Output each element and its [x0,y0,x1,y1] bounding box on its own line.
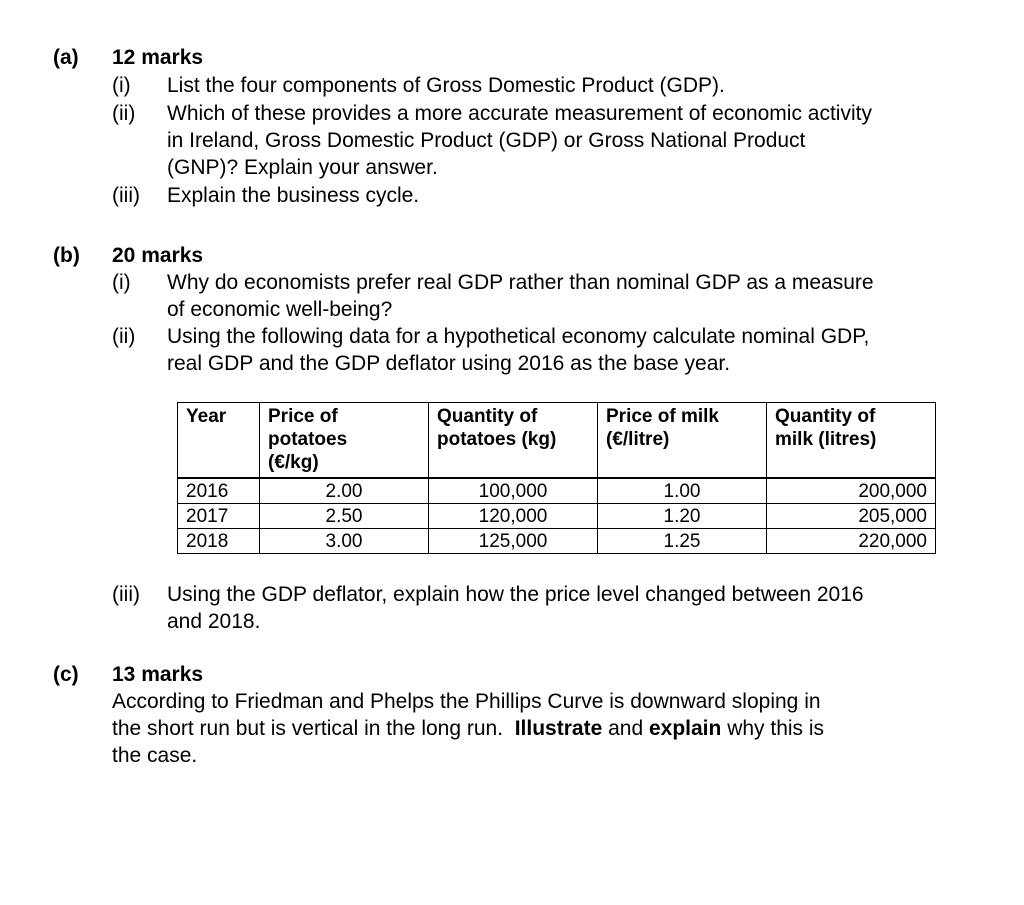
part-a-ii-line1: Which of these provides a more accurate measurement of economic activity [167,102,872,125]
part-c-line2-e: why this is [727,717,825,740]
part-c-and: and [608,717,644,740]
cell-quantity-potatoes: 100,000 [429,478,598,504]
part-b-i-line2: of economic well-being? [167,298,393,321]
part-a-ii-line3: (GNP)? Explain your answer. [167,156,438,179]
header-quantity-milk: Quantity of milk (litres) [767,403,936,479]
part-a-label: (a) [53,46,79,69]
table-row [178,504,936,529]
cell-quantity-milk: 220,000 [767,529,936,554]
header-year: Year [178,403,260,479]
part-a-iii-num: (iii) [112,184,140,207]
part-c-line2 [112,716,912,742]
part-b-ii-num: (ii) [112,325,136,348]
cell-quantity-milk: 205,000 [767,504,936,529]
part-a-marks: 12 marks [112,46,204,69]
cell-year: 2018 [178,529,260,554]
cell-price-potatoes: 2.50 [260,504,429,529]
part-b-ii-text [167,324,932,377]
cell-year: 2017 [178,504,260,529]
gdp-data-table [177,402,936,554]
table-row [178,478,936,504]
table-row [178,529,936,554]
part-c-explain: explain [648,717,722,740]
part-b-iii-num: (iii) [112,583,140,606]
header-price-potatoes: Price of potatoes (€/kg) [260,403,429,479]
part-b-iii-line1: Using the GDP deflator, explain how the price level changed between 2016 [167,583,864,606]
part-c-illustrate: Illustrate [514,717,603,740]
part-c-line2-a: the short run but is vertical in the long run. [112,717,504,740]
cell-quantity-potatoes: 125,000 [429,529,598,554]
part-a-i-text: List the four components of Gross Domestic Product (GDP). [167,74,725,97]
part-b-iii-line2: and 2018. [167,610,261,633]
part-b-label: (b) [53,244,80,267]
cell-price-milk: 1.00 [598,478,767,504]
part-a-ii-num: (ii) [112,102,136,125]
table-header-row [178,403,936,479]
part-b-ii-line1: Using the following data for a hypothetical economy calculate nominal GDP, [167,325,870,348]
cell-price-potatoes: 3.00 [260,529,429,554]
part-b-i-num: (i) [112,271,131,294]
part-c-marks: 13 marks [112,663,204,686]
part-b-iii-text [167,582,932,635]
part-b-i-text [167,270,932,323]
cell-quantity-milk: 200,000 [767,478,936,504]
cell-year: 2016 [178,478,260,504]
part-a-ii-line2: in Ireland, Gross Domestic Product (GDP) or Gross National Product [167,129,806,152]
part-c-line3: the case. [112,744,198,767]
part-b-marks: 20 marks [112,244,204,267]
part-c-label: (c) [53,663,79,686]
cell-price-potatoes: 2.00 [260,478,429,504]
part-c-text [112,689,912,769]
cell-price-milk: 1.25 [598,529,767,554]
part-c-line1: According to Friedman and Phelps the Phillips Curve is downward sloping in [112,690,821,713]
cell-price-milk: 1.20 [598,504,767,529]
part-a-ii-text [167,101,932,181]
header-price-milk: Price of milk (€/litre) [598,403,767,479]
part-b-ii-line2: real GDP and the GDP deflator using 2016 as the base year. [167,352,731,375]
header-quantity-potatoes: Quantity of potatoes (kg) [429,403,598,479]
part-b-i-line1: Why do economists prefer real GDP rather than nominal GDP as a measure [167,271,874,294]
cell-quantity-potatoes: 120,000 [429,504,598,529]
part-a-iii-text: Explain the business cycle. [167,184,420,207]
part-a-i-num: (i) [112,74,131,97]
